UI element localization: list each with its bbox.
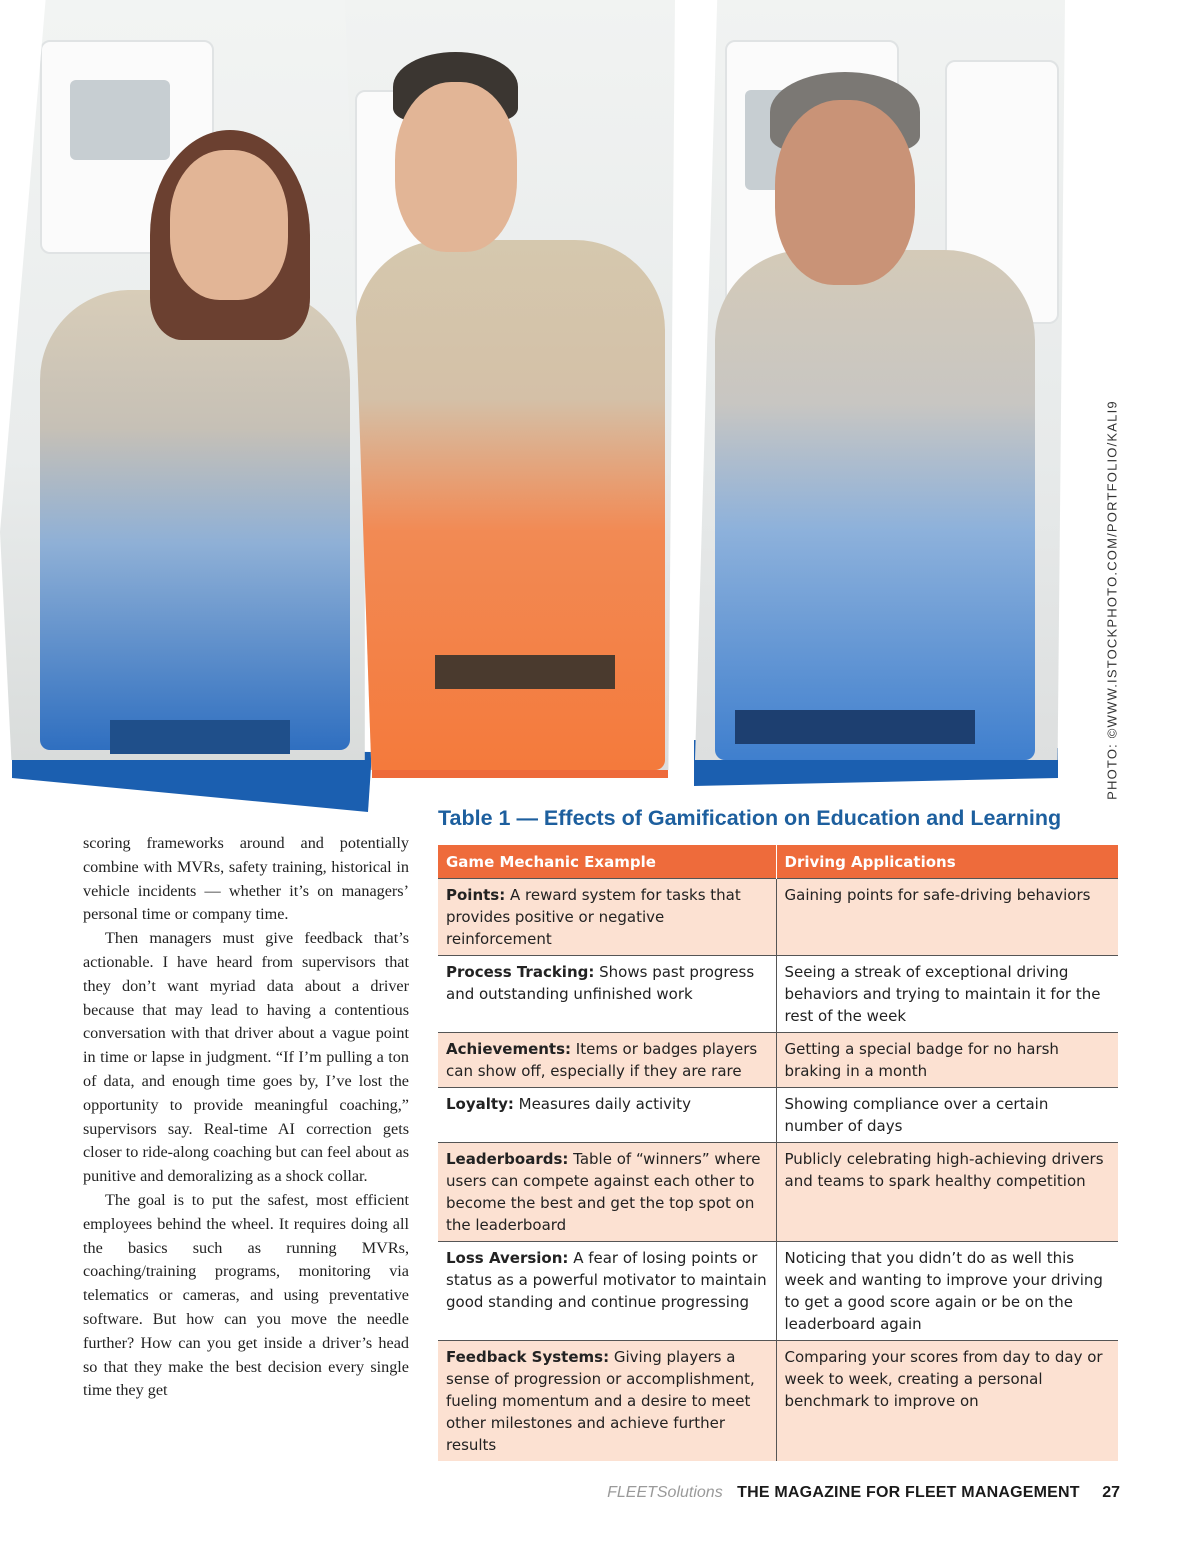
- paragraph-3: The goal is to put the safest, most efficient employees behind the wheel. It requires doing all the basics such as running MVRs, coaching/training programs, monitoring via telematics or cameras, and using preventative software. But how can you move the needle further? How can you get inside a driver’s head so that they make the best decision every single time they get: [83, 1190, 409, 1400]
- man-right-shirt: [715, 250, 1035, 760]
- mechanic-term: Process Tracking:: [446, 963, 595, 981]
- table-row: [438, 1033, 1118, 1088]
- application-cell: Showing compliance over a certain number of days: [776, 1088, 1118, 1143]
- table-row: [438, 1242, 1118, 1341]
- man-right-face: [775, 100, 915, 285]
- page-number: 27: [1102, 1484, 1120, 1501]
- mechanic-term: Loyalty:: [446, 1095, 514, 1113]
- header-driving-applications: Driving Applications: [776, 845, 1118, 879]
- paragraph-1: scoring frameworks around and potentially combine with MVRs, safety training, historical in vehicle incidents — whether it’s on managers’ personal time or company time.: [83, 834, 409, 924]
- table-title: Table 1 — Effects of Gamification on Education and Learning: [438, 806, 1062, 830]
- table-row: [438, 956, 1118, 1033]
- mechanic-term: Leaderboards:: [446, 1150, 569, 1168]
- mechanic-cell: [438, 956, 776, 1033]
- photo-panel-right: [695, 0, 1065, 760]
- application-cell: Getting a special badge for no harsh braking in a month: [776, 1033, 1118, 1088]
- table-row: [438, 879, 1118, 956]
- footer-magazine-title: THE MAGAZINE FOR FLEET MANAGEMENT: [737, 1484, 1080, 1501]
- mechanic-desc: Measures daily activity: [513, 1095, 691, 1113]
- photo-panel-left: [0, 0, 380, 760]
- mechanic-desc: A reward system for tasks that provides positive or negative reinforcement: [446, 886, 741, 948]
- table-row: [438, 1143, 1118, 1242]
- mechanic-term: Loss Aversion:: [446, 1249, 569, 1267]
- woman-face: [170, 150, 288, 300]
- mechanic-desc: Shows past progress and outstanding unfinished work: [446, 963, 755, 1003]
- table-row: [438, 1088, 1118, 1143]
- man-center-face: [395, 82, 517, 252]
- mechanic-term: Feedback Systems:: [446, 1348, 610, 1366]
- application-cell: Publicly celebrating high-achieving drivers and teams to spark healthy competition: [776, 1143, 1118, 1242]
- mechanic-desc: Items or badges players can show off, especially if they are rare: [446, 1040, 758, 1080]
- mechanic-desc: Giving players a sense of progression or accomplishment, fueling momentum and a desire to meet other milestones and achieve further results: [446, 1348, 755, 1454]
- mechanic-cell: [438, 1242, 776, 1341]
- mechanic-desc: A fear of losing points or status as a powerful motivator to maintain good standing and continue progressing: [446, 1249, 767, 1311]
- application-cell: Seeing a streak of exceptional driving behaviors and trying to maintain it for the rest of the week: [776, 956, 1118, 1033]
- mechanic-cell: [438, 1341, 776, 1462]
- application-cell: Comparing your scores from day to day or week to week, creating a personal benchmark to improve on: [776, 1341, 1118, 1462]
- header-game-mechanic: Game Mechanic Example: [438, 845, 776, 879]
- mechanic-cell: [438, 1088, 776, 1143]
- application-cell: Noticing that you didn’t do as well this week and wanting to improve your driving to get a good score again or be on the leaderboard again: [776, 1242, 1118, 1341]
- mechanic-desc: Table of “winners” where users can compete against each other to become the best and get the top spot on the leaderboard: [446, 1150, 761, 1234]
- mechanic-term: Achievements:: [446, 1040, 572, 1058]
- mechanic-cell: [438, 1143, 776, 1242]
- woman-shirt: [40, 290, 350, 750]
- mechanic-cell: [438, 1033, 776, 1088]
- gamification-table: [438, 845, 1118, 1461]
- table-row: [438, 1341, 1118, 1462]
- photo-credit: PHOTO: ©WWW.ISTOCKPHOTO.COM/PORTFOLIO/KALI9: [1104, 400, 1120, 800]
- mechanic-term: Points:: [446, 886, 506, 904]
- article-body: [83, 832, 409, 1403]
- page-footer: [607, 1484, 1120, 1502]
- man-center-shirt: [355, 240, 665, 770]
- footer-brand: FLEETSolutions: [607, 1484, 723, 1501]
- mechanic-cell: [438, 879, 776, 956]
- paragraph-2: Then managers must give feedback that’s actionable. I have heard from supervisors that they don’t want myriad data about a driver because that may lead to having a contentious conversation with that driver about a vague point in time or lapse in judgment. “If I’m pulling a ton of data, and enough time goes by, I’ve lost the opportunity to provide meaningful coaching,” supervisors say. Real-time AI correction gets closer to ride-along coaching but can feel about as punitive and demoralizing as a shock collar.: [83, 929, 409, 1186]
- application-cell: Gaining points for safe-driving behaviors: [776, 879, 1118, 956]
- photo-panel-center: [345, 0, 675, 770]
- table-header-row: [438, 845, 1118, 879]
